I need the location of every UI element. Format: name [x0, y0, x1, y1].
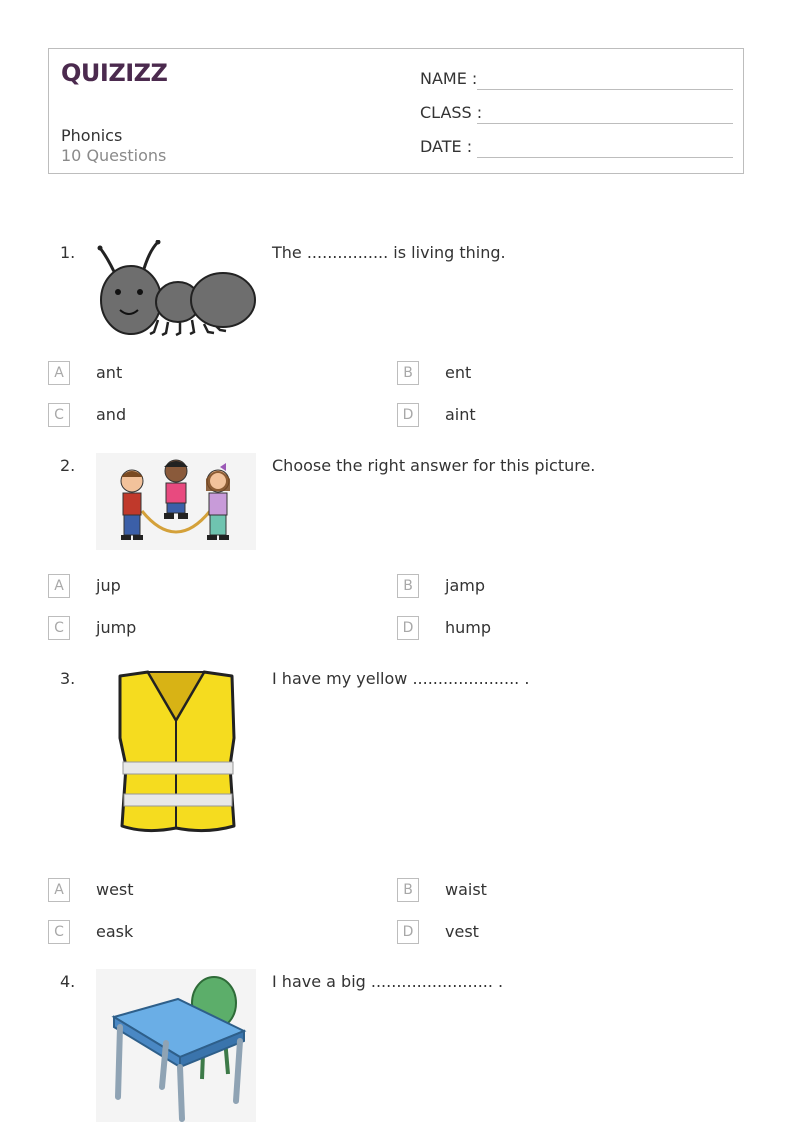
ant-icon	[96, 240, 256, 340]
option-text: ent	[445, 363, 472, 382]
option-letter-box: D	[397, 403, 419, 427]
option-text: ant	[96, 363, 123, 382]
option-letter-box: C	[48, 920, 70, 944]
desk-chair-icon	[96, 969, 256, 1122]
option-text: aint	[445, 405, 476, 424]
option-text: and	[96, 405, 127, 424]
option-letter-box: C	[48, 616, 70, 640]
date-label: DATE :	[420, 137, 473, 156]
option-letter-box: A	[48, 878, 70, 902]
yellow-vest-icon	[96, 666, 256, 838]
option-letter-box: D	[397, 920, 419, 944]
option-letter-box: A	[48, 361, 70, 385]
name-label: NAME :	[420, 69, 478, 88]
option-text: eask	[96, 922, 134, 941]
name-line[interactable]	[477, 89, 733, 90]
question-text: The ................ is living thing.	[272, 243, 506, 262]
worksheet-title: Phonics	[61, 126, 123, 145]
question-number: 1.	[60, 243, 76, 262]
question-text: Choose the right answer for this picture.	[272, 456, 596, 475]
question-number: 4.	[60, 972, 76, 991]
option-text: vest	[445, 922, 479, 941]
option-letter-box: A	[48, 574, 70, 598]
kids-jump-rope-icon	[96, 453, 256, 550]
option-text: jump	[96, 618, 137, 637]
question-text: I have my yellow ..................... .	[272, 669, 530, 688]
option-letter-box: B	[397, 361, 419, 385]
question-number: 2.	[60, 456, 76, 475]
option-letter-box: B	[397, 574, 419, 598]
option-letter-box: D	[397, 616, 419, 640]
option-text: jamp	[445, 576, 485, 595]
option-letter-box: B	[397, 878, 419, 902]
option-text: waist	[445, 880, 487, 899]
option-text: hump	[445, 618, 492, 637]
date-line[interactable]	[477, 157, 733, 158]
question-text: I have a big ........................ .	[272, 972, 504, 991]
option-text: jup	[96, 576, 121, 595]
worksheet-header	[48, 48, 744, 174]
quizizz-logo: QUIZIZZ	[61, 59, 168, 87]
question-count: 10 Questions	[61, 146, 167, 165]
class-label: CLASS :	[420, 103, 483, 122]
option-text: west	[96, 880, 134, 899]
question-number: 3.	[60, 669, 76, 688]
option-letter-box: C	[48, 403, 70, 427]
class-line[interactable]	[477, 123, 733, 124]
